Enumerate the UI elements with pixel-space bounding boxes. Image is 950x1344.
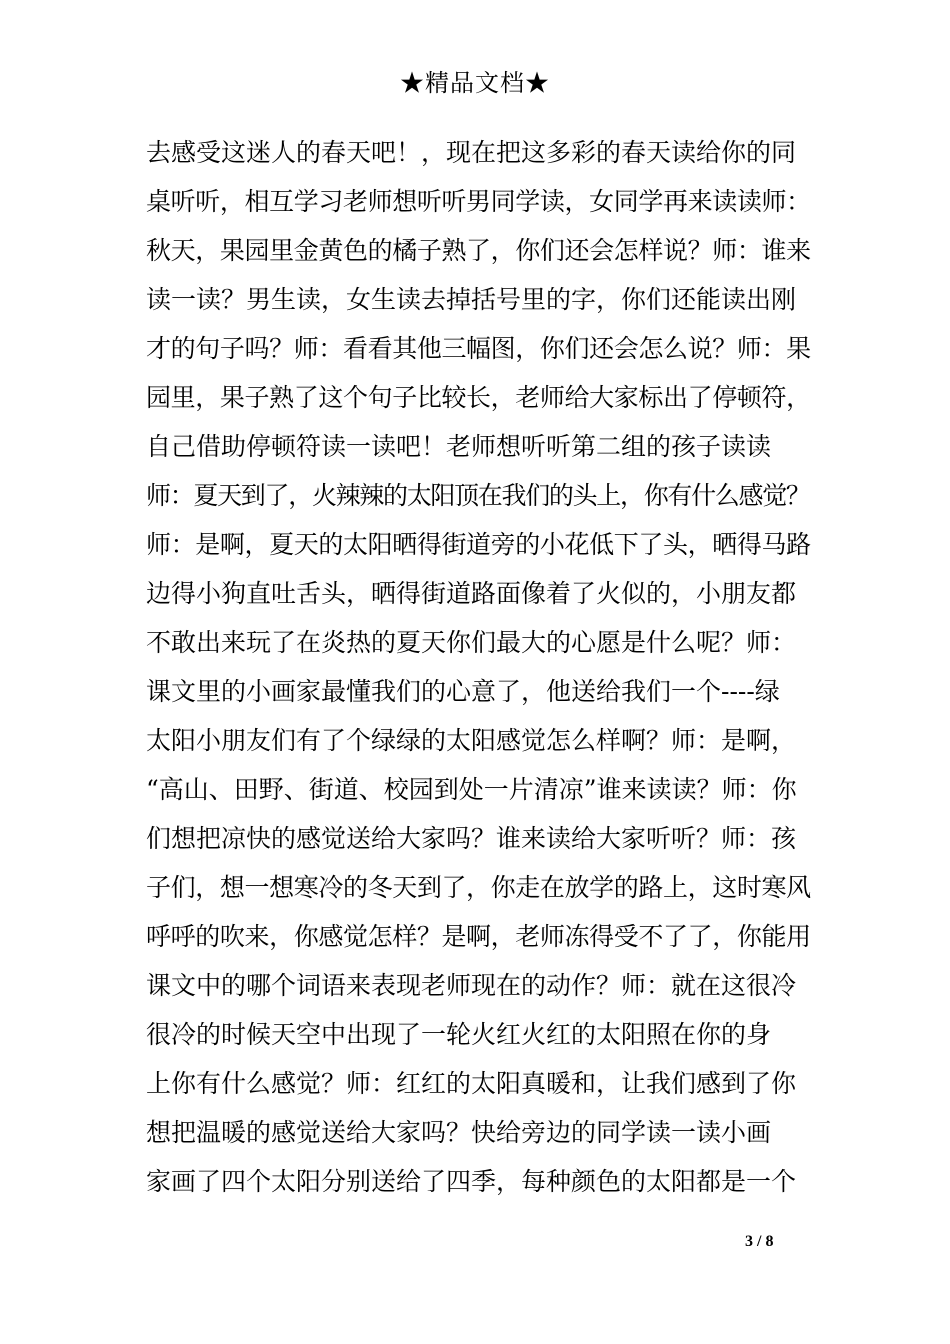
text-line: 去感受这迷人的春天吧！，现在把这多彩的春天读给你的同 [146,138,797,167]
text-line: 师：是啊，夏天的太阳晒得街道旁的小花低下了头，晒得马路 [146,530,811,559]
text-line: 读一读？男生读，女生读去掉括号里的字，你们还能读出刚 [146,285,797,314]
text-line: 们想把凉快的感觉送给大家吗？谁来读给大家听听？师：孩 [146,824,797,853]
text-line: “高山、田野、街道、校园到处一片清凉”谁来读读？师：你 [146,775,797,804]
text-line: 才的句子吗？师：看看其他三幅图，你们还会怎么说？师：果 [146,334,811,363]
text-line: 想把温暖的感觉送给大家吗？快给旁边的同学读一读小画 [146,1118,772,1147]
text-line: 家画了四个太阳分别送给了四季，每种颜色的太阳都是一个 [146,1167,797,1196]
text-line: 桌听听，相互学习老师想听听男同学读，女同学再来读读师： [146,187,811,216]
text-line: 自己借助停顿符读一读吧！老师想听听第二组的孩子读读 [146,432,772,461]
text-line: 呼呼的吹来，你感觉怎样？是啊，老师冻得受不了了，你能用 [146,922,811,951]
text-line: 太阳小朋友们有了个绿绿的太阳感觉怎么样啊？师：是啊， [146,726,797,755]
body-text [146,128,811,1206]
text-line: 上你有什么感觉？师：红红的太阳真暖和，让我们感到了你 [146,1069,797,1098]
text-line: 边得小狗直吐舌头，晒得街道路面像着了火似的，小朋友都 [146,579,797,608]
text-line: 课文中的哪个词语来表现老师现在的动作？师：就在这很冷 [146,971,797,1000]
text-line: 课文里的小画家最懂我们的心意了，他送给我们一个----绿 [146,677,780,706]
document-header: ★精品文档★ [400,69,550,97]
text-line: 秋天，果园里金黄色的橘子熟了，你们还会怎样说？师：谁来 [146,236,811,265]
text-line: 园里，果子熟了这个句子比较长，老师给大家标出了停顿符， [146,383,811,412]
text-line: 很冷的时候天空中出现了一轮火红火红的太阳照在你的身 [146,1020,772,1049]
text-line: 子们，想一想寒冷的冬天到了，你走在放学的路上，这时寒风 [146,873,811,902]
text-line: 师：夏天到了，火辣辣的太阳顶在我们的头上，你有什么感觉？ [146,481,810,510]
page-number: 3 / 8 [745,1233,774,1250]
text-line: 不敢出来玩了在炎热的夏天你们最大的心愿是什么呢？师： [146,628,797,657]
